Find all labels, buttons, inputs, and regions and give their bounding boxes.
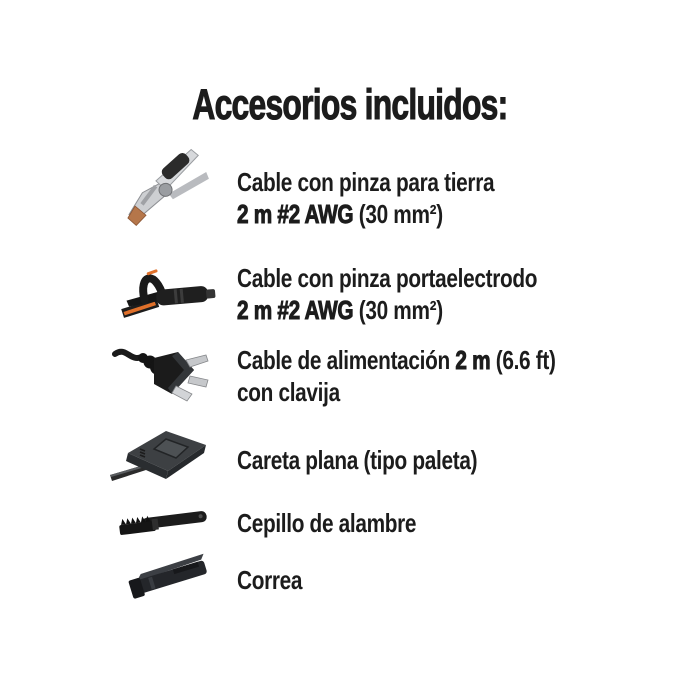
accessory-strap-text [237,564,302,596]
power-plug-icon [112,338,216,411]
accessory-ground-clamp-text [237,166,494,230]
accessory-name: Cable con pinza portaelectrodo [237,263,538,293]
strap-icon [124,552,214,615]
accessory-power-cord-text [237,344,556,408]
accessory-name: Cepillo de alambre [237,508,417,538]
page-title-text: Accesorios incluidos: [192,81,508,129]
accessory-wire-brush-text [237,507,416,539]
wire-brush-icon [112,496,212,553]
ground-clamp-icon [118,148,218,241]
page-title [0,81,700,129]
accessory-spec: 2 m #2 AWG (30 mm²) [237,295,443,325]
face-shield-icon [106,423,218,494]
accessory-electrode-holder-text [237,262,537,326]
accessory-spec: 2 m #2 AWG (30 mm²) [237,199,443,229]
accessory-name: Careta plana (tipo paleta) [237,445,478,475]
accessory-face-shield-text [237,444,477,476]
electrode-holder-icon [116,255,220,332]
accessory-name: Cable de alimentación 2 m (6.6 ft) [237,345,556,375]
accessory-name-line2: con clavija [237,377,340,407]
accessory-name: Correa [237,565,303,595]
accessory-name: Cable con pinza para tierra [237,167,495,197]
